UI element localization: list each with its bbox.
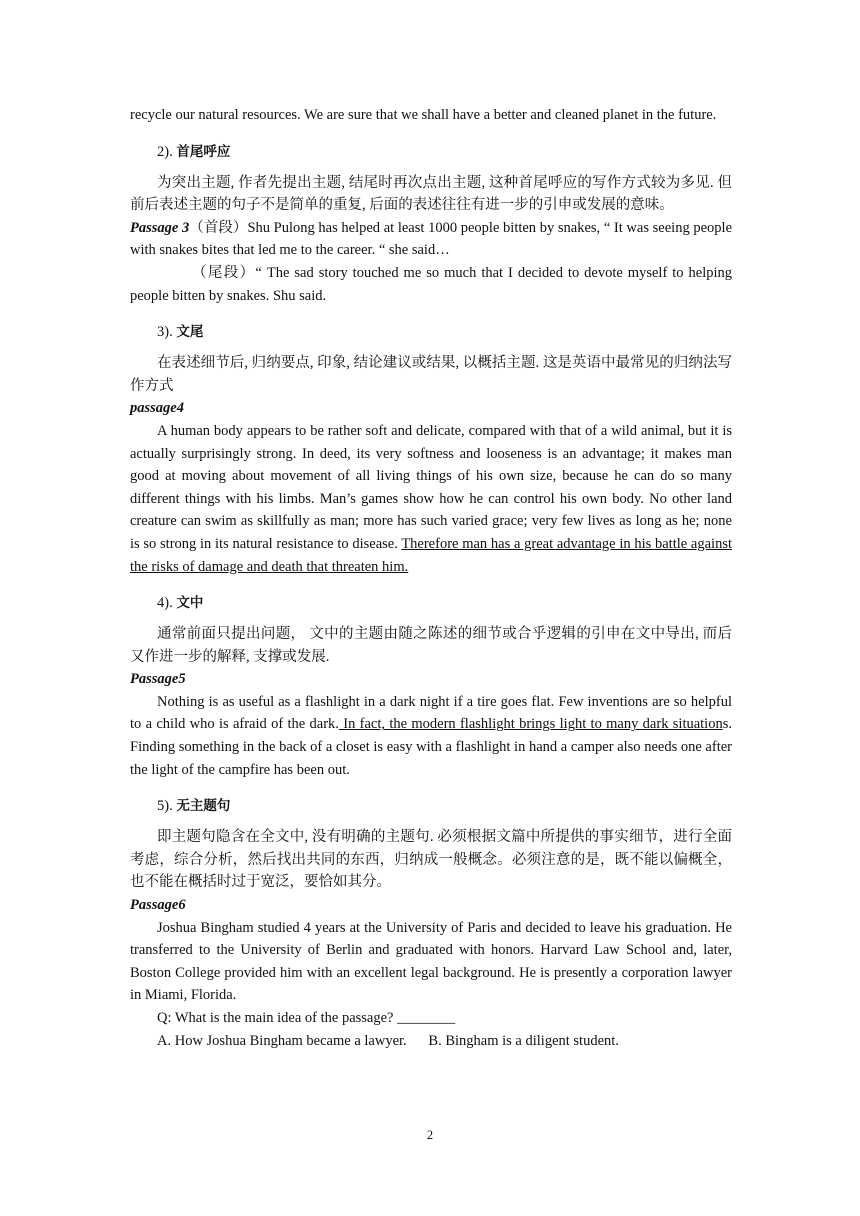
passage-5-text: [130, 691, 732, 781]
section-title: 无主题句: [176, 798, 231, 815]
section-description: 即主题句隐含在全文中, 没有明确的主题句. 必须根据文篇中所提供的事实细节，进行全面考虑，综合分析，然后找出共同的东西，归纳成一般概念。必须注意的是，既不能以偏概全，也不能在概括时过于宽泛，要恰如其分。: [130, 829, 732, 891]
passage-text: A human body appears to be rather soft and delicate, compared with that of a wild animal, but it is actually surprisingly strong. In deed, its very softness and looseness is an advantage; it makes man good at moving about movement of all living things of his own size, because he can do so many different things with his limbs. Man’s games show how he can control his own body. No other land creature can swim as skillfully as man; more has such varied grace; very few lives as long as he; none is so strong in its natural resistance to disease.: [130, 422, 732, 552]
section-heading-4: [130, 592, 732, 614]
intro-paragraph: recycle our natural resources. We are sure that we shall have a better and cleaned planet in the future.: [130, 107, 717, 123]
section-title: 文尾: [176, 324, 204, 341]
section-heading-5: [130, 795, 732, 817]
section-description: 在表述细节后, 归纳要点, 印象, 结论建议或结果, 以概括主题. 这是英语中最常见的归纳法写作方式: [130, 355, 732, 394]
passage-text: s. Finding something in the back of a closet is easy with a flashlight in hand a camper also needs one after the light of the campfire has been out.: [130, 716, 732, 778]
passage-text: The sad story touched me so much that I decided to devote myself to helping people bitten by snakes. Shu said.: [130, 264, 733, 304]
section-title: 首尾呼应: [176, 143, 231, 160]
passage-text: Shu Pulong has helped at least 1000 people bitten by snakes, “ It was seeing people with snakes bites that led me to the career. “ she said…: [130, 219, 732, 259]
passage-tag: （尾段）“: [192, 264, 262, 281]
section-number: 5).: [157, 798, 173, 815]
section-description: 为突出主题, 作者先提出主题, 结尾时再次点出主题, 这种首尾呼应的写作方式较为多见. 但前后表述主题的句子不是简单的重复, 后面的表述往往有进一步的引申或发展的意味。: [130, 174, 732, 214]
passage-label: passage4: [130, 400, 184, 417]
document-body: [130, 104, 732, 1052]
section-title: 文中: [176, 595, 204, 612]
passage-text: Nothing is as useful as a flashlight in a dark night if a tire goes flat. Few inventions are so helpful to a child who is afraid of the dark.: [130, 693, 732, 733]
section-description: 通常前面只提出问题， 文中的主题由随之陈述的细节或合乎逻辑的引申在文中导出, 而后又作进一步的解释, 支撑或发展.: [130, 626, 732, 665]
page-number: 2: [426, 1128, 434, 1142]
passage-tag: （首段）: [189, 219, 248, 236]
section-number: 2).: [157, 143, 173, 160]
passage-label: Passage 3: [130, 219, 190, 236]
option-a: A. How Joshua Bingham became a lawyer.: [157, 1032, 407, 1049]
options: [130, 1030, 732, 1053]
passage-3-first: [130, 217, 732, 262]
passage-6-text: Joshua Bingham studied 4 years at the University of Paris and decided to leave his graduation. He transferred to the University of Berlin and graduated with honors. Harvard Law School and, later, Boston College provided him with an excellent legal background. He is presently a corporation lawyer in Miami, Florida.: [130, 919, 732, 1004]
section-number: 3).: [157, 324, 173, 341]
topic-sentence-underlined: In fact, the modern flashlight brings light to many dark situation: [338, 716, 723, 733]
passage-label: Passage6: [130, 897, 186, 914]
passage-label: Passage5: [130, 671, 186, 688]
section-heading-3: [130, 321, 732, 343]
passage-4-text: [130, 420, 732, 578]
option-b: B. Bingham is a diligent student.: [428, 1032, 619, 1049]
topic-sentence-underlined: Therefore man has a great advantage in his battle against the risks of damage and death that threaten him.: [130, 535, 732, 575]
section-number: 4).: [157, 595, 173, 612]
section-heading-2: [130, 141, 732, 163]
question: Q: What is the main idea of the passage? ________: [157, 1010, 456, 1026]
passage-3-last: [130, 262, 732, 307]
